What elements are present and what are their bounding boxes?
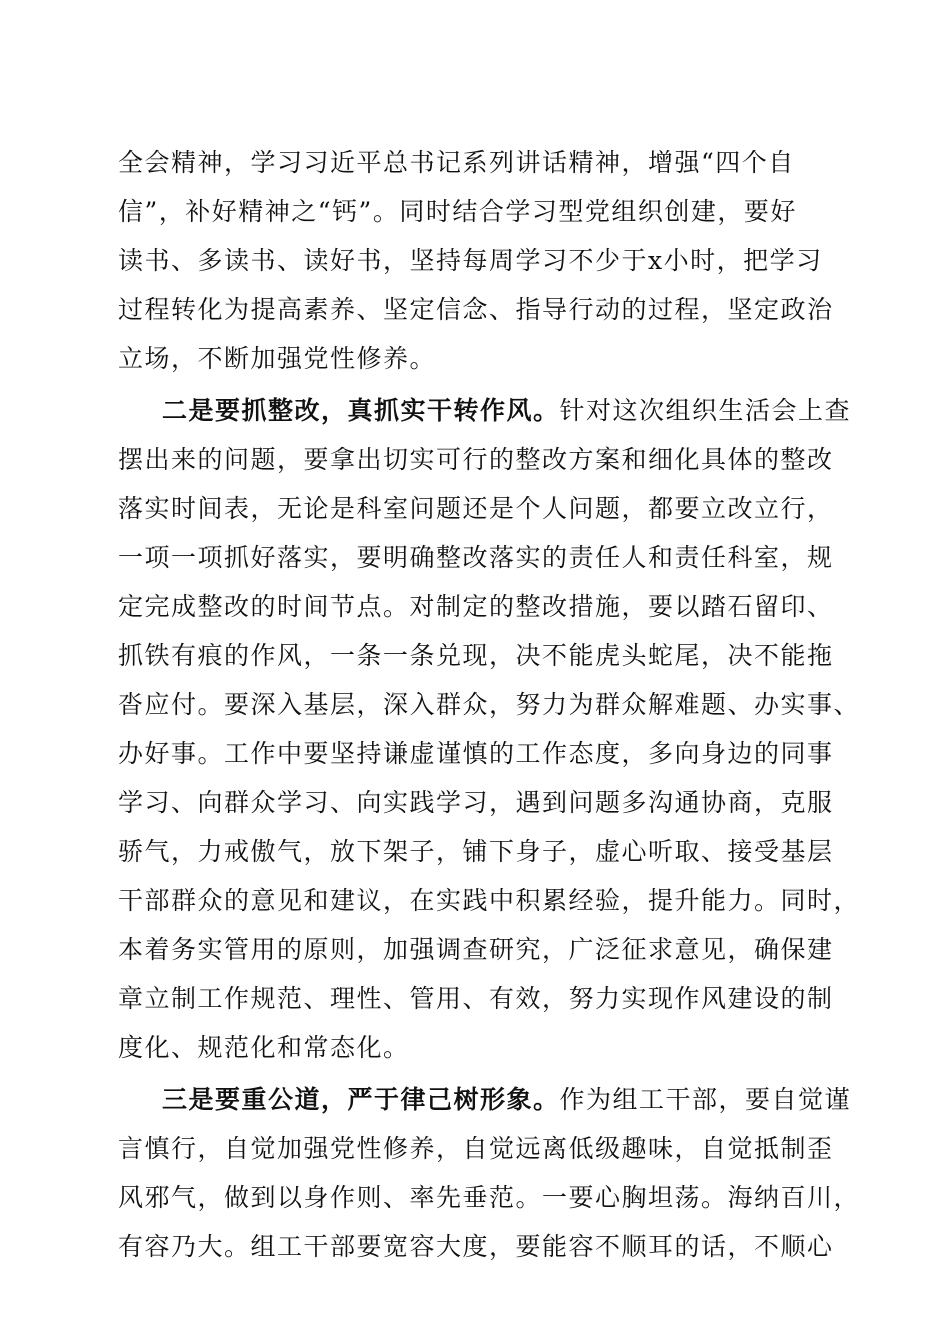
text-line: 本着务实管用的原则，加强调查研究，广泛征求意见，确保建: [118, 935, 834, 964]
text-line: 立场，不断加强党性修养。: [118, 344, 437, 373]
text-line: 骄气，力戒傲气，放下架子，铺下身子，虚心听取、接受基层: [118, 837, 834, 866]
text-line: 一项一项抓好落实，要明确整改落实的责任人和责任科室，规: [118, 543, 834, 572]
text-line: 定完成整改的时间节点。对制定的整改措施，要以踏石留印、: [118, 592, 834, 621]
text-line: 章立制工作规范、理性、管用、有效，努力实现作风建设的制: [118, 984, 834, 1013]
paragraph-lead-heading: 三是要重公道，严于律己树形象。: [162, 1085, 560, 1114]
text-line: 风邪气，做到以身作则、率先垂范。一要心胸坦荡。海纳百川，: [118, 1183, 861, 1212]
text-line: 度化、规范化和常态化。: [118, 1033, 410, 1062]
text-run: 针对这次组织生活会上查: [559, 396, 852, 425]
text-line: 有容乃大。组工干部要宽容大度，要能容不顺耳的话，不顺心: [118, 1232, 834, 1261]
text-line: 学习、向群众学习、向实践学习，遇到问题多沟通协商，克服: [118, 788, 834, 817]
paragraph-2: [118, 386, 861, 1072]
text-line-first: [118, 1075, 852, 1124]
text-line: 抓铁有痕的作风，一条一条兑现，决不能虎头蛇尾，决不能拖: [118, 641, 834, 670]
paragraph-3: [118, 1075, 861, 1271]
text-line: 读书、多读书、读好书，坚持每周学习不少于x小时，把学习: [118, 246, 823, 275]
text-run: 作为组工干部，要自觉谨: [559, 1085, 852, 1114]
text-line: 办好事。工作中要坚持谦虚谨慎的工作态度，多向身边的同事: [118, 739, 834, 768]
text-line: 过程转化为提高素养、坚定信念、指导行动的过程，坚定政治: [118, 295, 834, 324]
text-line: 信”，补好精神之“钙”。同时结合学习型党组织创建，要好: [118, 197, 797, 226]
text-line-first: [118, 386, 852, 435]
text-line: 言慎行，自觉加强党性修养，自觉远离低级趣味，自觉抵制歪: [118, 1134, 834, 1163]
paragraph-1: [118, 138, 834, 383]
paragraph-lead-heading: 二是要抓整改，真抓实干转作风。: [162, 396, 560, 425]
text-line: 落实时间表，无论是科室问题还是个人问题，都要立改立行，: [118, 494, 834, 523]
text-line: 全会精神，学习习近平总书记系列讲话精神，增强“四个自: [118, 148, 795, 177]
text-line: 摆出来的问题，要拿出切实可行的整改方案和细化具体的整改: [118, 445, 834, 474]
document-body: [118, 138, 861, 1271]
text-line: 沓应付。要深入基层，深入群众，努力为群众解难题、办实事、: [118, 690, 861, 719]
text-line: 干部群众的意见和建议，在实践中积累经验，提升能力。同时，: [118, 886, 861, 915]
